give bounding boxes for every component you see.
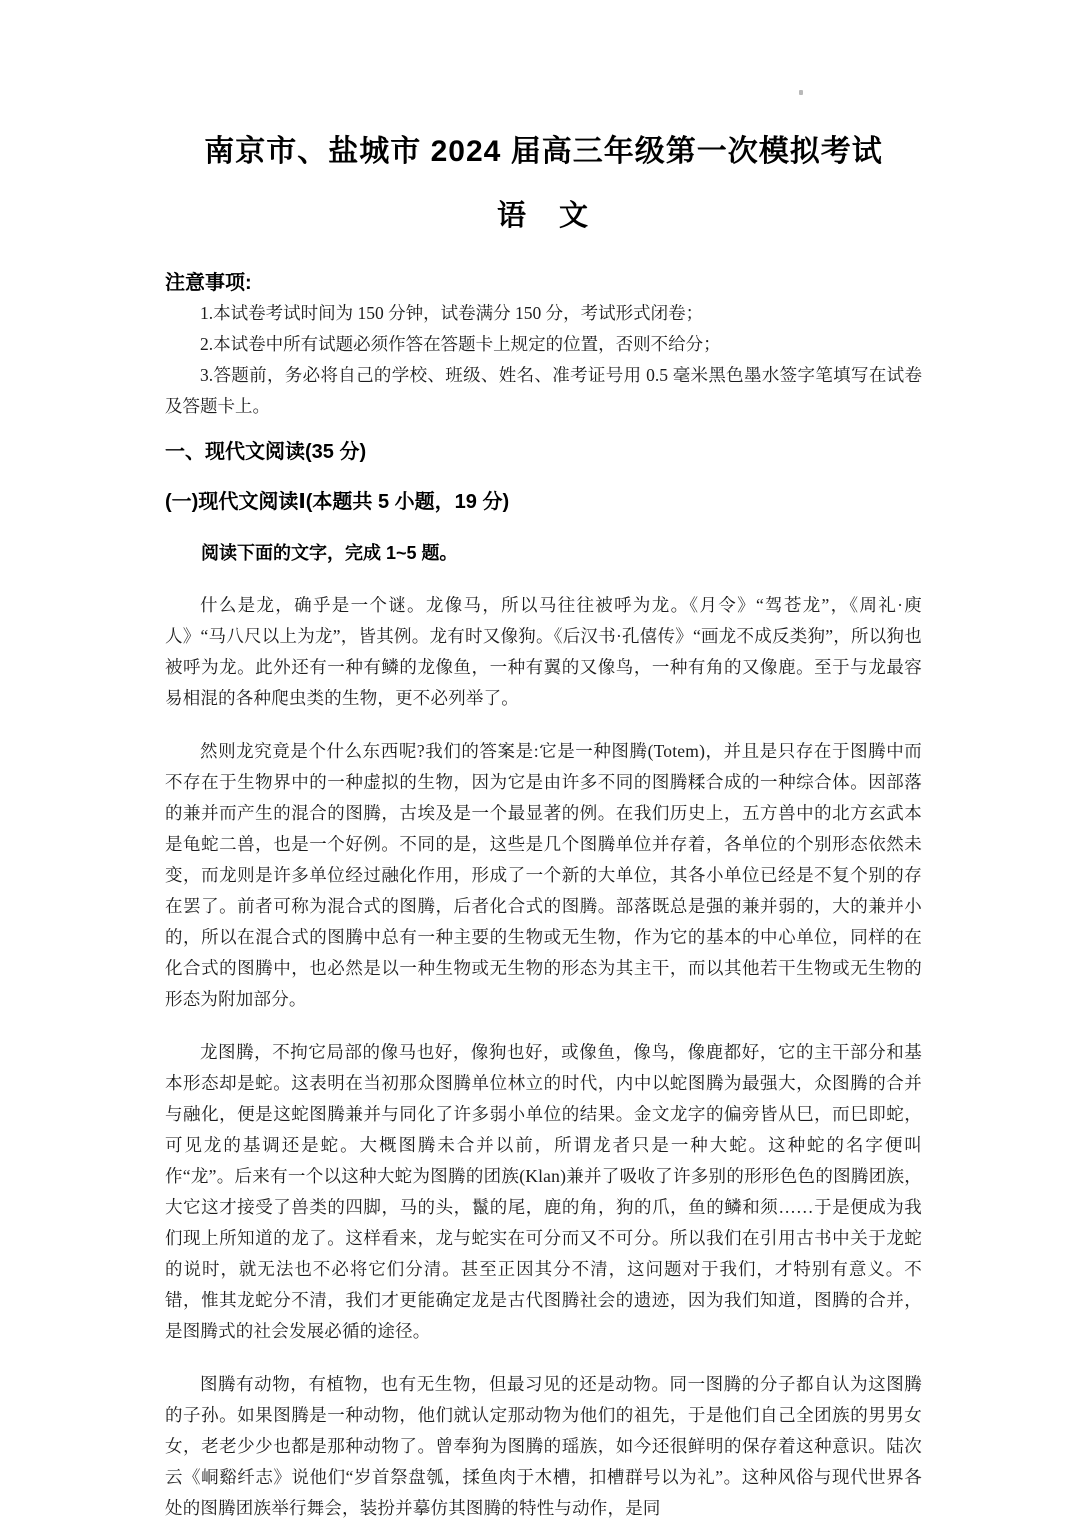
- notices-heading: 注意事项:: [165, 272, 252, 294]
- scan-artifact-dot: [799, 90, 803, 95]
- passage-paragraph-3: 龙图腾，不拘它局部的像马也好，像狗也好，或像鱼，像鸟，像鹿都好，它的主干部分和基本形态却是蛇。这表明在当初那众图腾单位林立的时代，内中以蛇图腾为最强大，众图腾的合并与融化，便是这蛇图腾兼并与同化了许多弱小单位的结果。金文龙字的偏旁皆从巳，而巳即蛇，可见龙的基调还是蛇。大概图腾未合并以前，所谓龙者只是一种大蛇。这种蛇的名字便叫作“龙”。后来有一个以这种大蛇为图腾的团族(Klan)兼并了吸收了许多别的形形色色的图腾团族，大它这才接受了兽类的四脚，马的头，鬣的尾，鹿的角，狗的爪，鱼的鳞和须……于是便成为我们现上所知道的龙了。这样看来，龙与蛇实在可分而又不可分。所以我们在引用古书中关于龙蛇的说时，就无法也不必将它们分清。甚至正因其分不清，这问题对于我们，才特别有意义。不错，惟其龙蛇分不清，我们才更能确定龙是古代图腾社会的遗迹，因为我们知道，图腾的合并，是图腾式的社会发展必循的途径。: [165, 1042, 922, 1341]
- section-heading-modern-reading: 一、现代文阅读(35 分): [165, 441, 367, 463]
- notices-section: [165, 268, 922, 422]
- notice-item-2: 2.本试卷中所有试题必须作答在答题卡上规定的位置，否则不给分；: [200, 334, 721, 354]
- exam-title: 南京市、盐城市 2024 届高三年级第一次模拟考试: [204, 135, 883, 168]
- passage-paragraph-4: 图腾有动物，有植物，也有无生物，但最习见的还是动物。同一图腾的分子都自认为这图腾的子孙。如果图腾是一种动物，他们就认定那动物为他们的祖先，于是他们自己全团族的男男女女，老老少少也都是那种动物了。曾奉狗为图腾的瑶族，如今还很鲜明的保存着这种意识。陆次云《峒谿纤志》说他们“岁首祭盘瓠，揉鱼肉于木槽，扣槽群号以为礼”。这种风俗与现代世界各处的图腾团族举行舞会，装扮并摹仿其图腾的特性与动作，是同: [165, 1374, 922, 1518]
- reading-passage: [165, 590, 922, 1524]
- passage-paragraph-1: 什么是龙，确乎是一个谜。龙像马，所以马往往被呼为龙。《月令》“驾苍龙”，《周礼·庾人》“马八尺以上为龙”，皆其例。龙有时又像狗。《后汉书·孔僖传》“画龙不成反类狗”，所以狗也被呼为龙。此外还有一种有鳞的龙像鱼，一种有翼的又像鸟，一种有角的又像鹿。至于与龙最容易相混的各种爬虫类的生物，更不必列举了。: [165, 595, 922, 708]
- passage-paragraph-2: 然则龙究竟是个什么东西呢?我们的答案是:它是一种图腾(Totem)，并且是只存在于图腾中而不存在于生物界中的一种虚拟的生物，因为它是由许多不同的图腾糅合成的一种综合体。因部落的兼并而产生的混合的图腾，古埃及是一个最显著的例。在我们历史上，五方兽中的北方玄武本是龟蛇二兽，也是一个好例。不同的是，这些是几个图腾单位并存着，各单位的个别形态依然未变，而龙则是许多单位经过融化作用，形成了一个新的大单位，其各小单位已经是不复个别的存在罢了。前者可称为混合式的图腾，后者化合式的图腾。部落既总是强的兼并弱的，大的兼并小的，所以在混合式的图腾中总有一种主要的生物或无生物，作为它的基本的中心单位，同样的在化合式的图腾中，也必然是以一种生物或无生物的形态为其主干，而以其他若干生物或无生物的形态为附加部分。: [165, 741, 922, 1009]
- subsection-heading-modern-reading-1: (一)现代文阅读Ⅰ(本题共 5 小题，19 分): [165, 491, 510, 513]
- subject-title: 语 文: [496, 200, 590, 232]
- notice-item-3: 3.答题前，务必将自己的学校、班级、姓名、准考证号用 0.5 毫米黑色墨水签字笔填写在试卷及答题卡上。: [165, 365, 922, 416]
- reading-instruction: 阅读下面的文字，完成 1~5 题。: [201, 543, 458, 563]
- notice-item-1: 1.本试卷考试时间为 150 分钟，试卷满分 150 分，考试形式闭卷；: [200, 303, 704, 323]
